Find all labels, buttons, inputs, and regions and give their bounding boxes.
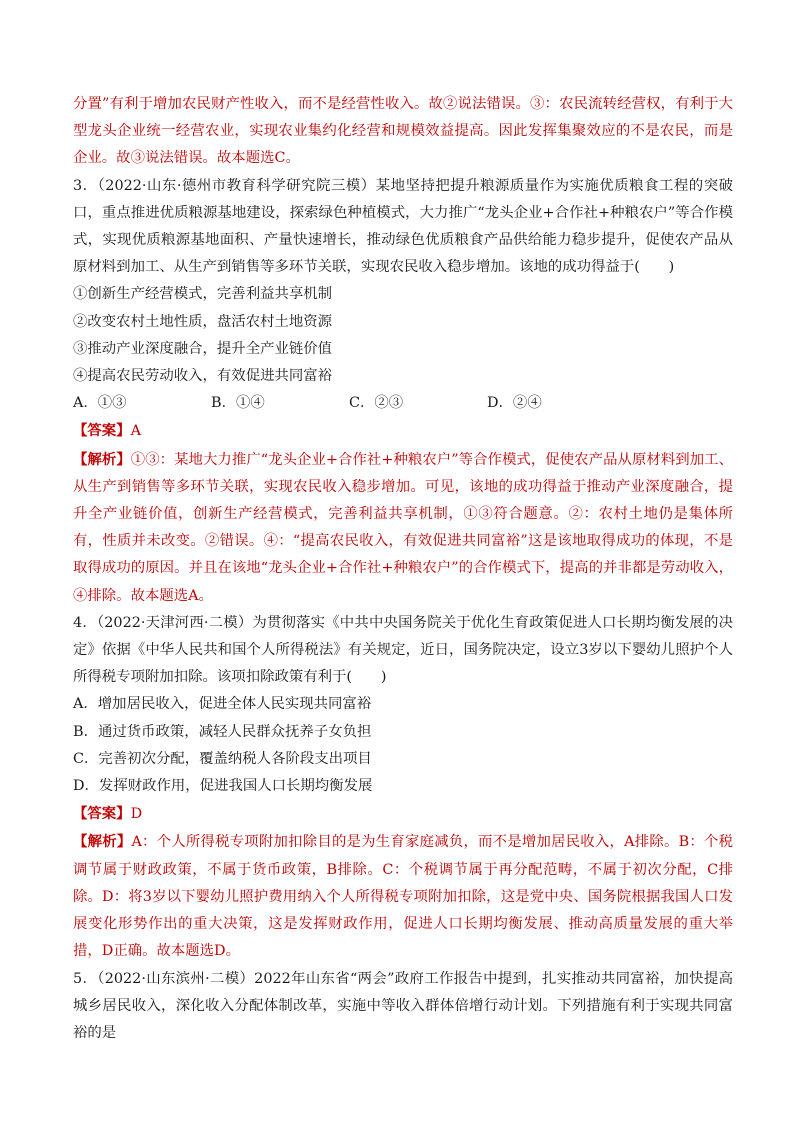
question-3 xyxy=(73,173,733,610)
q3-analysis-text: ①③：某地大力推广“龙头企业+合作社+种粮农户”等合作模式，促使农产品从原材料到加工、从生产到销售等多环节关联，实现农民收入稳步增加。可见，该地的成功得益于推动产业深度融合，提升全产业链价值，创新生产经营模式，完善利益共享机制，①③符合题意。②：农村土地仍是集体所有，性质并未改变。②错误。④：“提高农民收入，有效促进共同富裕”这是该地取得成功的体现，不是取得成功的原因。并且在该地“龙头企业+合作社+种粮农户”的合作模式下，提高的并非都是劳动收入，④排除。故本题选A。 xyxy=(73,451,733,604)
question-4 xyxy=(73,610,733,966)
q3-answer-value: A xyxy=(130,423,141,440)
question-5 xyxy=(73,966,733,1048)
q4-stem: 4．（2022·天津河西·二模）为贯彻落实《中共中央国务院关于优化生育政策促进人口长期均衡发展的决定》依据《中华人民共和国个人所得税法》有关规定，近日，国务院决定，设立3岁以下婴幼儿照护个人所得税专项附加扣除。该项扣除政策有利于( ) xyxy=(73,614,733,686)
q4-option-c: C．完善初次分配，覆盖纳税人各阶段支出项目 xyxy=(73,750,372,767)
q3-option-c: C．②③ xyxy=(349,395,404,412)
page-content xyxy=(73,91,733,1047)
answer-tag: 【答案】 xyxy=(73,422,131,440)
q3-analysis xyxy=(73,446,733,610)
q3-item-2: ②改变农村土地性质，盘活农村土地资源 xyxy=(73,313,333,330)
q4-answer-value: D xyxy=(130,806,143,823)
q3-item-4: ④提高农民劳动收入，有效促进共同富裕 xyxy=(73,368,333,385)
analysis-tag: 【解析】 xyxy=(73,833,132,851)
q3-answer xyxy=(73,417,733,445)
q3-option-d: D．②④ xyxy=(487,395,542,412)
q4-analysis xyxy=(73,828,733,965)
answer-tag: 【答案】 xyxy=(73,805,131,823)
q3-item-1: ①创新生产经营模式，完善利益共享机制 xyxy=(73,286,333,303)
q3-item-3: ③推动产业深度融合，提升全产业链价值 xyxy=(73,340,333,357)
analysis-tag: 【解析】 xyxy=(73,450,131,468)
q4-option-a: A．增加居民收入，促进全体人民实现共同富裕 xyxy=(73,696,372,713)
q5-stem: 5．（2022·山东滨州·二模）2022年山东省“两会”政府工作报告中提到，扎实推动共同富裕，加快提高城乡居民收入，深化收入分配体制改革，实施中等收入群体倍增行动计划。下列措施有利于实现共同富裕的是 xyxy=(73,970,733,1041)
q4-option-d: D．发挥财政作用，促进我国人口长期均衡发展 xyxy=(73,778,373,795)
q2-analysis-continuation: 分置”有利于增加农民财产性收入，而不是经营性收入。故②说法错误。③：农民流转经营权，有利于大型龙头企业统一经营农业，实现农业集约化经营和规模效益提高。因此发挥集聚效应的不是农民，而是企业。故③说法错误。故本题选C。 xyxy=(73,96,733,167)
q4-option-b: B．通过货币政策，减轻人民群众抚养子女负担 xyxy=(73,723,372,740)
q4-answer xyxy=(73,800,733,828)
q3-option-a: A．①③ xyxy=(73,395,127,412)
q3-options xyxy=(73,390,733,417)
q3-stem: 3．（2022·山东·德州市教育科学研究院三模）某地坚持把提升粮源质量作为实施优质粮食工程的突破口，重点推进优质粮源基地建设，探索绿色种植模式，大力推广“龙头企业+合作社+种粮农户”等合作模式，实现优质粮源基地面积、产量快速增长，推动绿色优质粮食产品供给能力稳步提升，促使农产品从原材料到加工、从生产到销售等多环节关联，实现农民收入稳步增加。该地的成功得益于( ) xyxy=(73,177,733,276)
q4-analysis-text: A：个人所得税专项附加扣除目的是为生育家庭减负，而不是增加居民收入，A排除。B：个税调节属于财政政策，不属于货币政策，B排除。C：个税调节属于再分配范畴，不属于初次分配，C排除。D：将3岁以下婴幼儿照护费用纳入个人所得税专项附加扣除，这是党中央、国务院根据我国人口发展变化形势作出的重大决策，这是发挥财政作用，促进人口长期均衡发展、推动高质量发展的重大举措，D正确。故本题选D。 xyxy=(73,834,733,960)
q3-option-b: B．①④ xyxy=(211,395,265,412)
